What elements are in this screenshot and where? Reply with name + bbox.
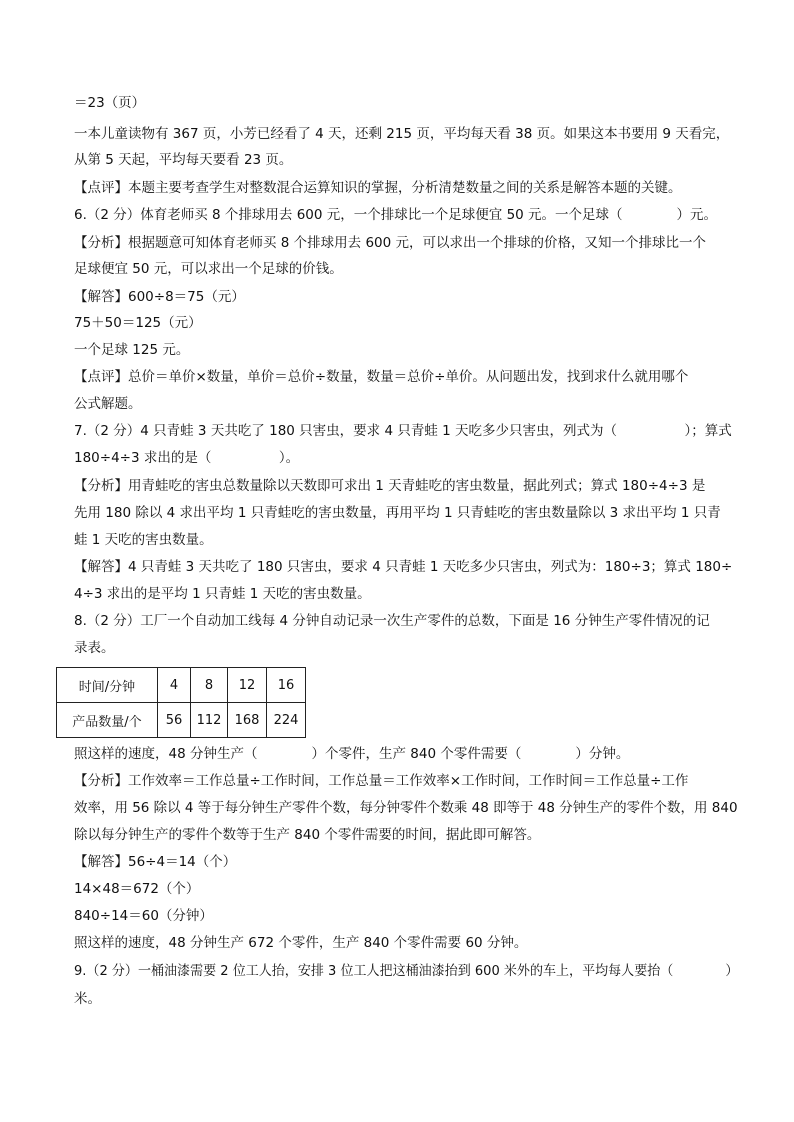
text-line: 照这样的速度，48 分钟生产（ ）个零件，生产 840 个零件需要（ ）分钟。 (74, 746, 630, 762)
text-line: 【解答】4 只青蛙 3 天共吃了 180 只害虫，要求 4 只青蛙 1 天吃多少只害虫，列式为：180÷3；算式 180÷ (74, 559, 733, 575)
question-8: 8.（2 分）工厂一个自动加工线每 4 分钟自动记录一次生产零件的总数，下面是 16 分钟生产零件情况的记 (74, 613, 710, 629)
table-cell: 112 (191, 703, 228, 738)
question-6: 6.（2 分）体育老师买 8 个排球用去 600 元，一个排球比一个足球便宜 50 元。一个足球（ ）元。 (74, 207, 718, 223)
text-line: 足球便宜 50 元，可以求出一个足球的价钱。 (74, 261, 343, 277)
table-cell: 8 (191, 668, 228, 703)
text-line: 一本儿童读物有 367 页，小芳已经看了 4 天，还剩 215 页，平均每天看 38 页。如果这本书要用 9 天看完， (74, 126, 730, 142)
text-line: 照这样的速度，48 分钟生产 672 个零件，生产 840 个零件需要 60 分钟。 (74, 935, 528, 951)
text-line: 从第 5 天起，平均每天要看 23 页。 (74, 152, 293, 168)
question-7: 7.（2 分）4 只青蛙 3 天共吃了 180 只害虫，要求 4 只青蛙 1 天吃多少只害虫，列式为（ ）；算式 (74, 423, 732, 439)
text-line: 效率，用 56 除以 4 等于每分钟生产零件个数，每分钟零件个数乘 48 即等于 48 分钟生产的零件个数，用 840 (74, 800, 738, 816)
text-line: 蛙 1 天吃的害虫数量。 (74, 532, 213, 548)
table-cell: 16 (267, 668, 306, 703)
text-line: 180÷4÷3 求出的是（ ）。 (74, 450, 300, 466)
text-line: 【解答】56÷4＝14（个） (74, 854, 237, 870)
text-line: 除以每分钟生产的零件个数等于生产 840 个零件需要的时间，据此即可解答。 (74, 827, 541, 843)
text-line: 75＋50＝125（元） (74, 315, 202, 331)
text-line: 【点评】本题主要考查学生对整数混合运算知识的掌握，分析清楚数量之间的关系是解答本题的关键。 (74, 180, 682, 196)
question-9: 9.（2 分）一桶油漆需要 2 位工人抬，安排 3 位工人把这桶油漆抬到 600 米外的车上，平均每人要抬（ ） (74, 963, 739, 979)
text-line: 【分析】用青蛙吃的害虫总数量除以天数即可求出 1 天青蛙吃的害虫数量，据此列式；算式 180÷4÷3 是 (74, 478, 706, 494)
table-cell: 4 (158, 668, 191, 703)
table-cell: 56 (158, 703, 191, 738)
table-row (57, 703, 306, 738)
table-cell: 168 (228, 703, 267, 738)
table-cell: 224 (267, 703, 306, 738)
record-table (56, 667, 306, 738)
table-cell: 12 (228, 668, 267, 703)
text-line: 录表。 (74, 640, 115, 656)
text-line: 【分析】工作效率＝工作总量÷工作时间，工作总量＝工作效率×工作时间，工作时间＝工作总量÷工作 (74, 773, 689, 789)
text-line: 【分析】根据题意可知体育老师买 8 个排球用去 600 元，可以求出一个排球的价格，又知一个排球比一个 (74, 235, 707, 251)
table-cell: 时间/分钟 (57, 668, 158, 703)
text-line: 一个足球 125 元。 (74, 342, 190, 358)
text-line: 先用 180 除以 4 求出平均 1 只青蛙吃的害虫数量，再用平均 1 只青蛙吃的害虫数量除以 3 求出平均 1 只青 (74, 505, 721, 521)
text-line: 840÷14＝60（分钟） (74, 908, 213, 924)
text-line: 米。 (74, 991, 101, 1007)
text-line: 4÷3 求出的是平均 1 只青蛙 1 天吃的害虫数量。 (74, 586, 371, 602)
text-line: 公式解题。 (74, 396, 142, 412)
text-line: ＝23（页） (74, 95, 146, 111)
text-line: 14×48＝672（个） (74, 881, 200, 897)
table-cell: 产品数量/个 (57, 703, 158, 738)
text-line: 【点评】总价＝单价×数量，单价＝总价÷数量，数量＝总价÷单价。从问题出发，找到求什么就用哪个 (74, 369, 689, 385)
table-row (57, 668, 306, 703)
text-line: 【解答】600÷8＝75（元） (74, 289, 245, 305)
